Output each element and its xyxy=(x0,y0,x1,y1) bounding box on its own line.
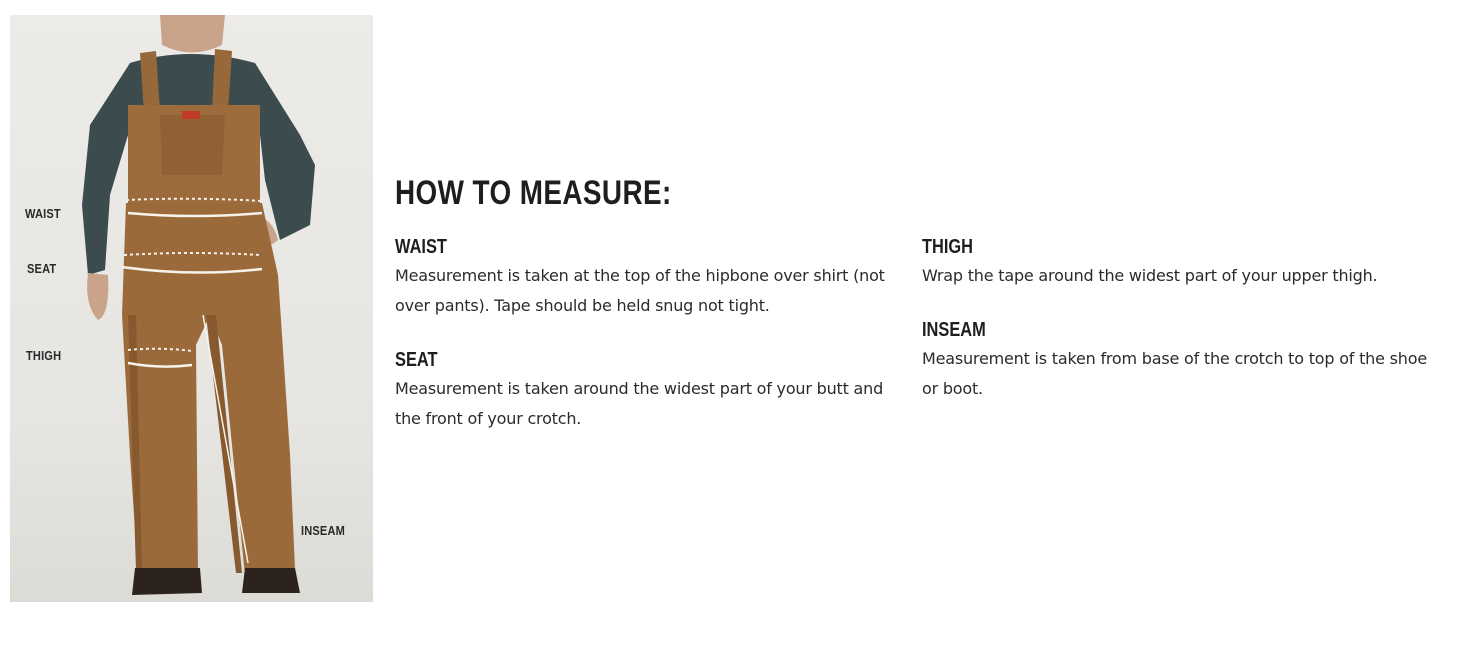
seat-section xyxy=(395,347,885,434)
inseam-diagram-label: INSEAM xyxy=(301,523,346,538)
page-title: HOW TO MEASURE: xyxy=(395,174,672,212)
overalls-model-illustration xyxy=(10,15,373,602)
inseam-heading: INSEAM xyxy=(922,319,986,341)
inseam-section xyxy=(922,317,1432,404)
waist-section xyxy=(395,234,885,321)
thigh-description: Wrap the tape around the widest part of your upper thigh. xyxy=(922,266,1378,285)
waist-description: Measurement is taken at the top of the hipbone over shirt (not over pants). Tape should be held snug not tight. xyxy=(395,266,885,315)
inseam-description: Measurement is taken from base of the crotch to top of the shoe or boot. xyxy=(922,349,1427,398)
seat-diagram-label: SEAT xyxy=(27,261,57,276)
waist-heading: WAIST xyxy=(395,236,447,258)
seat-heading: SEAT xyxy=(395,349,438,371)
waist-diagram-label: WAIST xyxy=(25,206,61,221)
measurement-diagram xyxy=(10,15,373,602)
seat-description: Measurement is taken around the widest part of your butt and the front of your crotch. xyxy=(395,379,884,428)
thigh-diagram-label: THIGH xyxy=(26,348,62,363)
thigh-section xyxy=(922,234,1432,291)
thigh-heading: THIGH xyxy=(922,236,974,258)
